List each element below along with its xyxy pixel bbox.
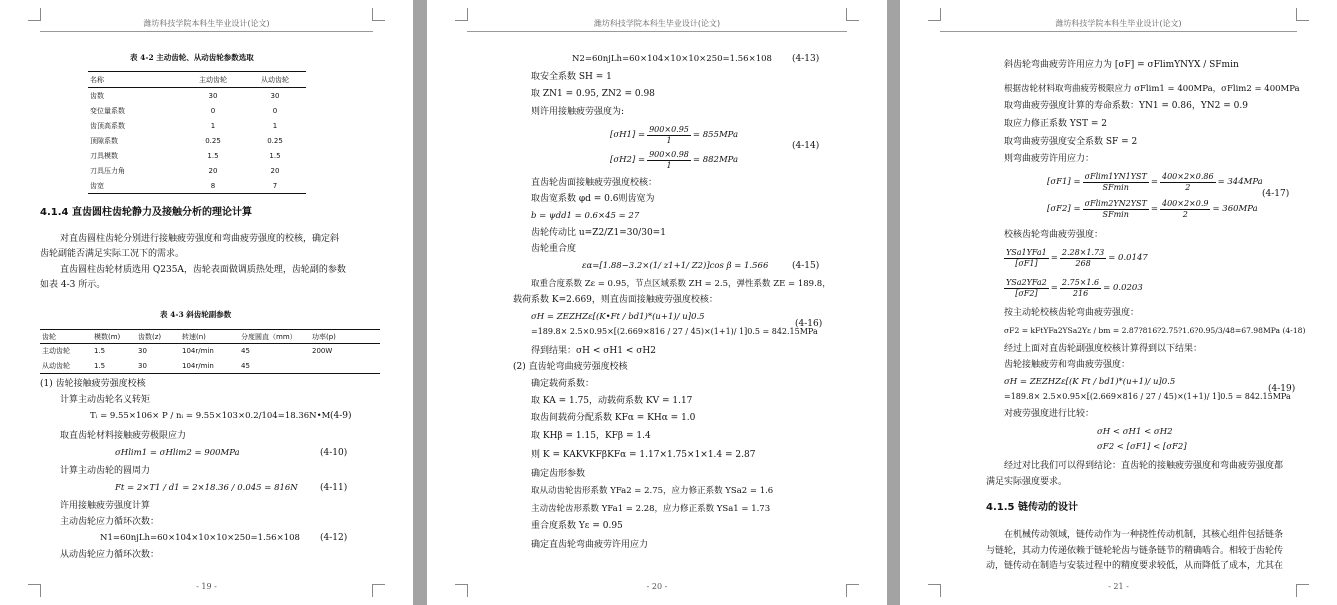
table-cell: 1 xyxy=(272,121,278,130)
table-cell: 1 xyxy=(210,121,216,130)
table-caption: 表 4-3 斜齿轮副参数 xyxy=(160,310,232,319)
paragraph-line: 齿轮重合度 xyxy=(531,244,577,254)
equals-sign: = xyxy=(1150,176,1158,187)
table-cell: 104r/min xyxy=(182,361,214,370)
paragraph-line: 齿轮副能否满足实际工况下的需求。 xyxy=(40,249,185,259)
equation-rhs: = 0.0203 xyxy=(1103,282,1143,293)
paragraph-line: 则许用接触疲劳强度为: xyxy=(531,107,625,117)
table-cell: 0 xyxy=(272,106,278,115)
equation-rhs: = 344MPa xyxy=(1217,176,1263,187)
paragraph-line: 取安全系数 SH = 1 xyxy=(531,72,612,82)
equation-number: (4-14) xyxy=(792,141,820,151)
fraction xyxy=(1160,172,1216,193)
params-table-4-2 xyxy=(88,71,306,194)
table-cell: 齿宽 xyxy=(90,181,104,190)
table-row xyxy=(40,359,380,374)
table-header-cell: 功率(p) xyxy=(312,332,336,341)
equation-rhs: = 855MPa xyxy=(692,129,739,140)
paragraph-line: 取 KA = 1.75，动载荷系数 KV = 1.17 xyxy=(531,396,693,406)
paragraph-line: 许用接触疲劳强度计算 xyxy=(60,501,151,511)
equation: εα=[1.88−3.2×(1/ z1+1/ Z2)]cos β = 1.566 xyxy=(582,261,769,271)
table-header-cell: 模数(m) xyxy=(94,332,121,341)
paragraph-line: 计算主动齿轮名义转矩 xyxy=(60,395,151,405)
equation-lhs: [σF1] = xyxy=(1047,176,1081,187)
fraction xyxy=(1083,172,1149,193)
equals-sign: = xyxy=(1150,203,1158,214)
list-item: (1) 齿轮接触疲劳强度校核 xyxy=(40,379,146,389)
table-cell: 8 xyxy=(210,181,216,190)
paragraph-line: 确定齿形参数 xyxy=(531,469,586,479)
header-rule xyxy=(467,31,847,32)
table-cell: 1.5 xyxy=(269,151,281,160)
params-table-4-3 xyxy=(40,329,380,374)
paragraph-line: 取重合度系数 Zε = 0.95，节点区域系数 ZH = 2.5，弹性系数 ZE = 189.8， xyxy=(531,279,831,289)
equation-lhs: [σH2] = xyxy=(610,154,646,165)
table-cell: 30 xyxy=(270,91,280,100)
page-19 xyxy=(0,0,413,605)
table-row xyxy=(88,118,306,133)
equation-lhs: [σH1] = xyxy=(610,129,646,140)
table-header-cell: 齿数(z) xyxy=(138,332,162,341)
equation: b = ψdd1 = 0.6×45 = 27 xyxy=(531,211,640,221)
paragraph-line: 动，链传动在制造与安装过程中的精度要求较低，从而降低了成本，尤其在 xyxy=(986,561,1284,571)
paragraph-line: 取弯曲疲劳强度计算的寿命系数：YN1 = 0.86，YN2 = 0.9 xyxy=(1004,101,1248,111)
table-row xyxy=(88,148,306,163)
equation-rhs: = 0.0147 xyxy=(1108,252,1148,263)
header-rule xyxy=(940,31,1297,32)
paragraph-line: 取 KHβ = 1.15，KFβ = 1.4 xyxy=(531,431,651,441)
paragraph-line: 齿轮传动比 u=Z2/Z1=30/30=1 xyxy=(531,228,666,238)
paragraph-line: 主动齿轮齿形系数 YFa1 = 2.28，应力修正系数 YSa1 = 1.73 xyxy=(531,504,771,514)
denominator: [σF2] xyxy=(1015,288,1038,298)
page-number: - 20 - xyxy=(646,582,668,591)
paragraph-line: 取齿宽系数 φd = 0.6则齿宽为 xyxy=(531,194,655,204)
table-header-cell: 主动齿轮 xyxy=(199,75,227,84)
fraction xyxy=(1160,199,1211,220)
equation-number: (4-13) xyxy=(792,54,820,64)
denominator: 216 xyxy=(1072,288,1089,298)
numerator: 400×2×0.9 xyxy=(1161,198,1209,208)
denominator: 1 xyxy=(666,160,672,170)
equation-number: (4-12) xyxy=(320,533,348,543)
equation-allow-1 xyxy=(610,123,738,147)
paragraph-line: 取 ZN1 = 0.95, ZN2 = 0.98 xyxy=(531,89,655,99)
equation-number: (4-11) xyxy=(320,483,348,493)
equation-number: (4-9) xyxy=(330,411,352,421)
paragraph-line: 对直齿圆柱齿轮分别进行接触疲劳强度和弯曲疲劳强度的校核，确定斜 xyxy=(60,234,340,244)
paragraph-line: 按主动轮校核齿轮弯曲疲劳强度： xyxy=(1004,308,1140,318)
table-cell: 刀具模数 xyxy=(90,151,118,160)
table-cell: 从动齿轮 xyxy=(42,361,70,370)
paragraph-line: 对疲劳强度进行比较： xyxy=(1004,409,1095,419)
paragraph-line: 重合度系数 Yε = 0.95 xyxy=(531,521,623,531)
paragraph-line: 直齿轮齿面接触疲劳强度校核： xyxy=(531,178,658,188)
paragraph-line: 满足实际强度要求。 xyxy=(986,477,1068,487)
table-cell: 刀具压力角 xyxy=(90,166,125,175)
equation: Tᵢ = 9.55×106× P / nᵢ = 9.55×103×0.2/104=18.36N•M xyxy=(90,411,331,421)
page-number: - 21 - xyxy=(1108,582,1129,591)
equation: σF2 = kFtYFa2YSa2Yε / bm = 2.87?816?2.75?1.6?0.95/3/48=67.98MPa (4-18) xyxy=(1004,326,1306,335)
paragraph-line: 取从动齿轮齿形系数 YFa2 = 2.75，应力修正系数 YSa2 = 1.6 xyxy=(531,486,774,496)
equation: σHlim1 = σHlim2 = 900MPa xyxy=(115,448,240,458)
paragraph-line: 校核齿轮弯曲疲劳强度： xyxy=(1004,230,1104,240)
equation-rhs: = 882MPa xyxy=(692,154,739,165)
equation-number: (4-17) xyxy=(1262,189,1290,199)
table-cell: 30 xyxy=(138,347,147,356)
equation: N1=60njLh=60×104×10×10×250=1.56×108 xyxy=(100,533,300,543)
table-header-cell: 齿轮 xyxy=(42,332,56,341)
equation-number: (4-19) xyxy=(1268,384,1296,394)
table-cell: 20 xyxy=(208,166,218,175)
table-cell: 齿顶高系数 xyxy=(90,121,125,130)
numerator: σFlim1YN1YST xyxy=(1084,171,1147,181)
paragraph-line: 取弯曲疲劳强度安全系数 SF = 2 xyxy=(1004,137,1138,147)
table-row xyxy=(88,133,306,148)
fraction xyxy=(1060,248,1106,269)
paragraph-line: 从动齿轮应力循环次数： xyxy=(60,550,160,560)
equation-number: (4-15) xyxy=(792,261,820,271)
section-heading: 4.1.5 链传动的设计 xyxy=(986,502,1078,513)
equation-number: (4-10) xyxy=(320,448,348,458)
table-row xyxy=(88,88,306,104)
paragraph-line: 则弯曲疲劳许用应力： xyxy=(1004,154,1095,164)
fraction xyxy=(647,150,691,171)
page-21 xyxy=(900,0,1337,605)
table-header-cell: 名称 xyxy=(90,75,104,84)
equation: σH = ZEZHZε[(K Ft / bd1)*(u+1)/ u]0.5 xyxy=(1004,377,1176,387)
paragraph-line: 直齿圆柱齿轮材质选用 Q235A，齿轮表面做调质热处理，齿轮副的参数 xyxy=(60,265,346,275)
table-cell: 200W xyxy=(312,347,333,356)
equation: =189.8× 2.5×0.95×[(2.669×816 / 27 / 45)×(1+1)/ 1]0.5 = 842.15MPa xyxy=(1004,392,1291,401)
equation-bend-2 xyxy=(1047,197,1258,221)
page-header: 潍坊科技学院本科生毕业设计(论文) xyxy=(593,19,721,28)
page-20 xyxy=(427,0,887,605)
paragraph-line: 则 K = KAKVKFβKFα = 1.17×1.75×1×1.4 = 2.87 xyxy=(531,450,756,460)
numerator: 2.28×1.73 xyxy=(1061,247,1105,257)
equation-bend-1 xyxy=(1047,170,1263,194)
equation: σH = ZEZHZε[(K•Ft / bd1)*(u+1)/ u]0.5 xyxy=(531,312,705,322)
paragraph-line: 取齿间载荷分配系数 KFα = KHα = 1.0 xyxy=(531,413,696,423)
denominator: 2 xyxy=(1182,209,1188,219)
paragraph-line: 取直齿轮材料接触疲劳极限应力 xyxy=(60,431,187,441)
table-cell: 0.25 xyxy=(205,136,221,145)
fraction xyxy=(647,125,691,146)
denominator: SFmin xyxy=(1102,182,1129,192)
numerator: YSa1YFa1 xyxy=(1006,247,1047,257)
table-cell: 20 xyxy=(270,166,280,175)
equation-rhs: = 360MPa xyxy=(1212,203,1258,214)
table-cell: 7 xyxy=(272,181,278,190)
table-cell: 齿数 xyxy=(90,91,104,100)
paragraph-line: 取应力修正系数 YST = 2 xyxy=(1004,119,1107,129)
table-cell: 45 xyxy=(241,347,250,356)
table-row xyxy=(88,178,306,194)
table-header-cell: 从动齿轮 xyxy=(261,75,289,84)
table-cell: 30 xyxy=(138,361,147,370)
table-cell: 0 xyxy=(210,106,216,115)
equation-ratio-2 xyxy=(1004,276,1143,300)
paragraph-line: 与链轮，其动力传递依赖于链轮轮齿与链条链节的精确啮合。相较于齿轮传 xyxy=(986,546,1284,556)
denominator: 2 xyxy=(1185,182,1191,192)
table-row xyxy=(88,163,306,178)
paragraph-line: 在机械传动领域，链传动作为一种挠性传动机制，其核心组件包括链条 xyxy=(1004,530,1284,540)
fraction xyxy=(1004,248,1049,269)
table-row xyxy=(88,103,306,118)
paragraph-line: 确定载荷系数： xyxy=(531,379,595,389)
numerator: YSa2YFa2 xyxy=(1006,277,1047,287)
table-cell xyxy=(310,359,380,374)
equation: N2=60njLh=60×104×10×10×250=1.56×108 xyxy=(572,54,772,64)
table-cell: 45 xyxy=(241,361,250,370)
equation-number: (4-16) xyxy=(795,319,823,329)
numerator: 400×2×0.86 xyxy=(1161,171,1214,181)
numerator: 900×0.95 xyxy=(649,124,689,134)
numerator: σFlim2YN2YST xyxy=(1084,198,1147,208)
table-caption: 表 4-2 主动齿轮、从动齿轮参数选取 xyxy=(130,53,254,62)
table-cell: 0.25 xyxy=(267,136,283,145)
equals-sign: = xyxy=(1050,252,1058,263)
equation-ratio-1 xyxy=(1004,246,1148,270)
equation: Ft = 2×T1 / d1 = 2×18.36 / 0.045 = 816N xyxy=(115,483,298,493)
equals-sign: = xyxy=(1050,282,1058,293)
table-cell: 104r/min xyxy=(182,347,214,356)
paragraph-line: 得到结果：σH < σH1 < σH2 xyxy=(531,346,656,356)
paragraph-line: 计算主动齿轮的圆周力 xyxy=(60,466,151,476)
equation-allow-2 xyxy=(610,148,738,172)
fraction xyxy=(1060,278,1101,299)
equation-lhs: [σF2] = xyxy=(1047,203,1081,214)
paragraph-line: 确定直齿轮弯曲疲劳许用应力 xyxy=(531,540,649,550)
table-header-cell: 分度圆直（mm） xyxy=(241,332,297,341)
paragraph-line: 齿轮接触疲劳和弯曲疲劳强度： xyxy=(1004,360,1131,370)
page-header: 潍坊科技学院本科生毕业设计(论文) xyxy=(143,19,270,28)
header-rule xyxy=(40,31,373,32)
equation: =189.8× 2.5×0.95×[(2.669×816 / 27 / 45)×(1+1)/ 1]0.5 = 842.15MPa xyxy=(531,327,818,336)
table-header-cell: 转速(n) xyxy=(182,332,206,341)
denominator: [σF1] xyxy=(1015,258,1038,268)
paragraph-line: 主动齿轮应力循环次数： xyxy=(60,517,160,527)
table-cell: 顶隙系数 xyxy=(90,136,118,145)
section-heading: 4.1.4 直齿圆柱齿轮静力及接触分析的理论计算 xyxy=(40,207,252,218)
table-cell: 主动齿轮 xyxy=(42,347,70,356)
table-cell: 变位量系数 xyxy=(90,106,125,115)
equation: σF2 < [σF1] < [σF2] xyxy=(1097,442,1187,452)
table-header-row xyxy=(40,330,380,344)
denominator: 1 xyxy=(666,135,672,145)
table-cell: 1.5 xyxy=(207,151,219,160)
paragraph-line: 载荷系数 K=2.669，则直齿面接触疲劳强度校核： xyxy=(513,295,718,305)
fraction xyxy=(1083,199,1149,220)
denominator: 268 xyxy=(1075,258,1091,268)
paragraph-line: 如表 4-3 所示。 xyxy=(40,280,106,290)
equation: σH < σH1 < σH2 xyxy=(1097,427,1173,437)
page-header: 潍坊科技学院本科生毕业设计(论文) xyxy=(1055,19,1182,28)
denominator: SFmin xyxy=(1102,209,1129,219)
table-header-row xyxy=(88,72,306,88)
table-row xyxy=(40,344,380,359)
fraction xyxy=(1004,278,1049,299)
page-number: - 19 - xyxy=(196,582,217,591)
numerator: 900×0.98 xyxy=(649,149,689,159)
list-item: (2) 直齿轮弯曲疲劳强度校核 xyxy=(513,362,628,372)
paragraph-line: 斜齿轮弯曲疲劳许用应力为 [σF] = σFlimYNYX / SFmin xyxy=(1004,60,1239,70)
numerator: 2.75×1.6 xyxy=(1061,277,1100,287)
paragraph-line: 根据齿轮材料取弯曲疲劳极限应力 σFlim1 = 400MPa，σFlim2 = 400MPa xyxy=(1004,84,1300,94)
paragraph-line: 经过对比我们可以得到结论：直齿轮的接触疲劳强度和弯曲疲劳强度都 xyxy=(1004,461,1284,471)
table-cell: 1.5 xyxy=(94,361,106,370)
table-cell: 30 xyxy=(208,91,218,100)
paragraph-line: 经过上面对直齿轮副强度校核计算得到以下结果： xyxy=(1004,344,1203,354)
table-cell: 1.5 xyxy=(94,347,106,356)
